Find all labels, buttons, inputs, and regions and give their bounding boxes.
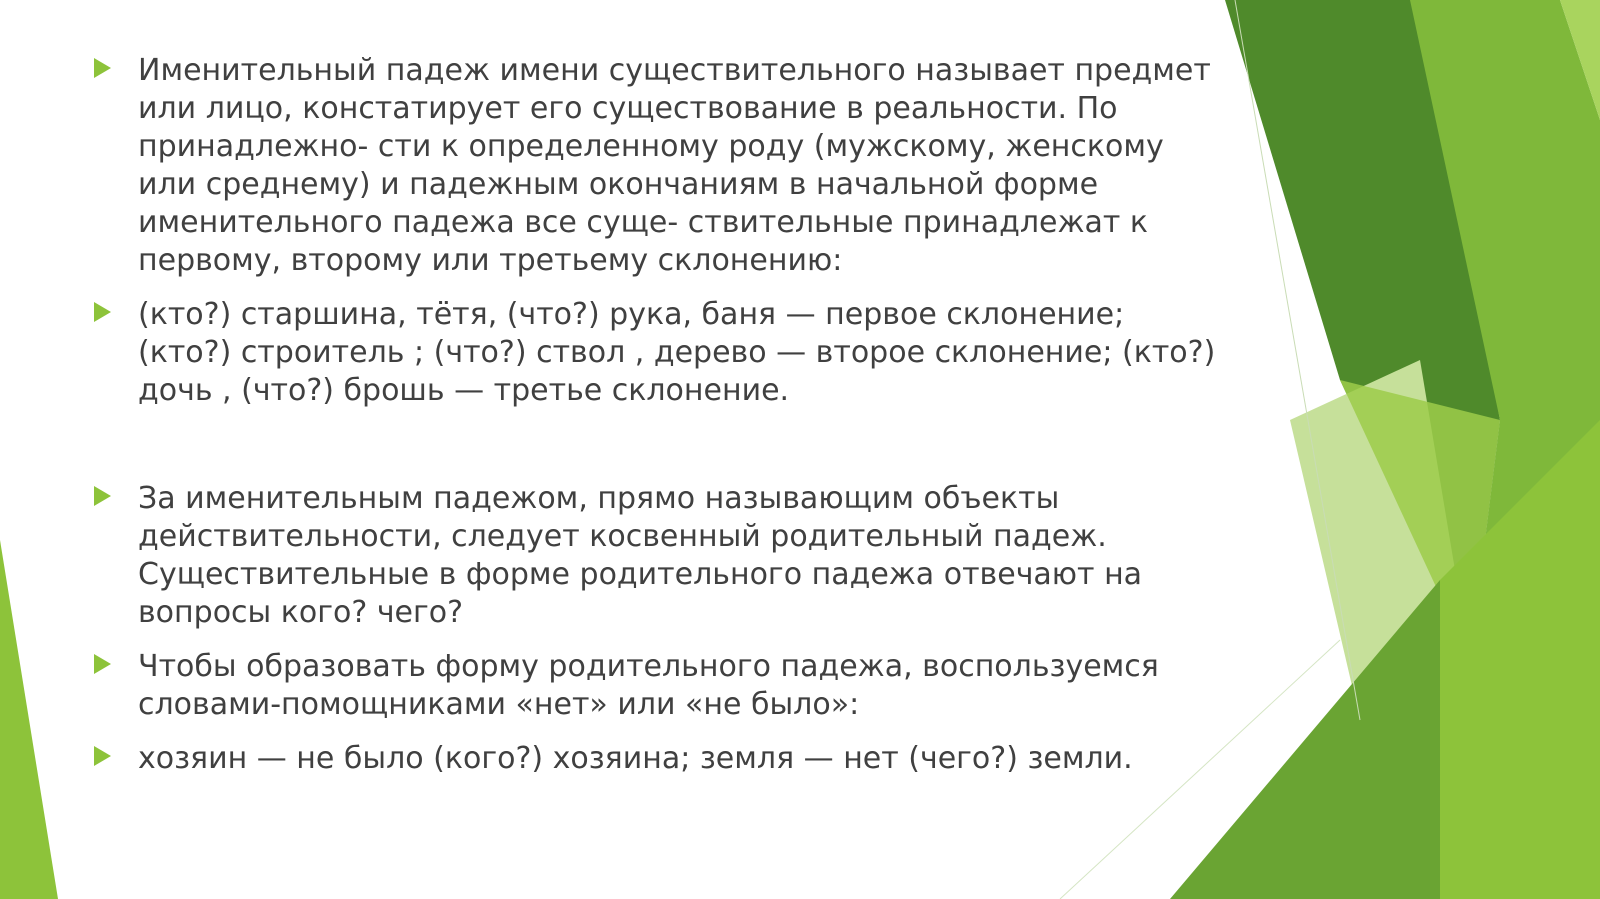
triangle-arrow-icon [94,486,111,506]
triangle-arrow-icon [94,746,111,766]
bullet-text: хозяин — не было (кого?) хозяина; земля — нет (чего?) земли. [138,741,1133,776]
bullet-text: За именительным падежом, прямо называющим объекты действительности, следует косвенный родительный падеж. Существительные в форме родительного падежа отвечают на вопросы кого? чего? [138,481,1143,630]
bullet-item-declension-examples [92,296,1222,410]
bullet-item-nominative-case [92,52,1222,280]
triangle-arrow-icon [94,58,111,78]
triangle-arrow-icon [94,654,111,674]
bullet-text: Именительный падеж имени существительного называет предмет или лицо, констатирует его существование в реальности. По принадлежно- сти к определенному роду (мужскому, женскому или среднему) и падежным окончаниям в начальной форме именительного падежа все суще- ствительные принадлежат к первому, второму или третьему склонению: [138,53,1211,278]
slide-content [92,52,1222,794]
left-edge-green-shape [0,540,58,899]
bullet-text: (кто?) старшина, тётя, (что?) рука, баня — первое склонение; (кто?) строитель ; (что?) ствол , дерево — второе склонение; (кто?) дочь , (что?) брошь — третье склонение. [138,297,1216,408]
bullet-text: Чтобы образовать форму родительного падежа, воспользуемся словами-помощниками «нет» или «не было»: [138,649,1159,722]
bullet-item-helper-words [92,648,1222,724]
triangle-arrow-icon [94,302,111,322]
bullet-item-genitive-case [92,480,1222,632]
bullet-item-genitive-examples [92,740,1222,778]
